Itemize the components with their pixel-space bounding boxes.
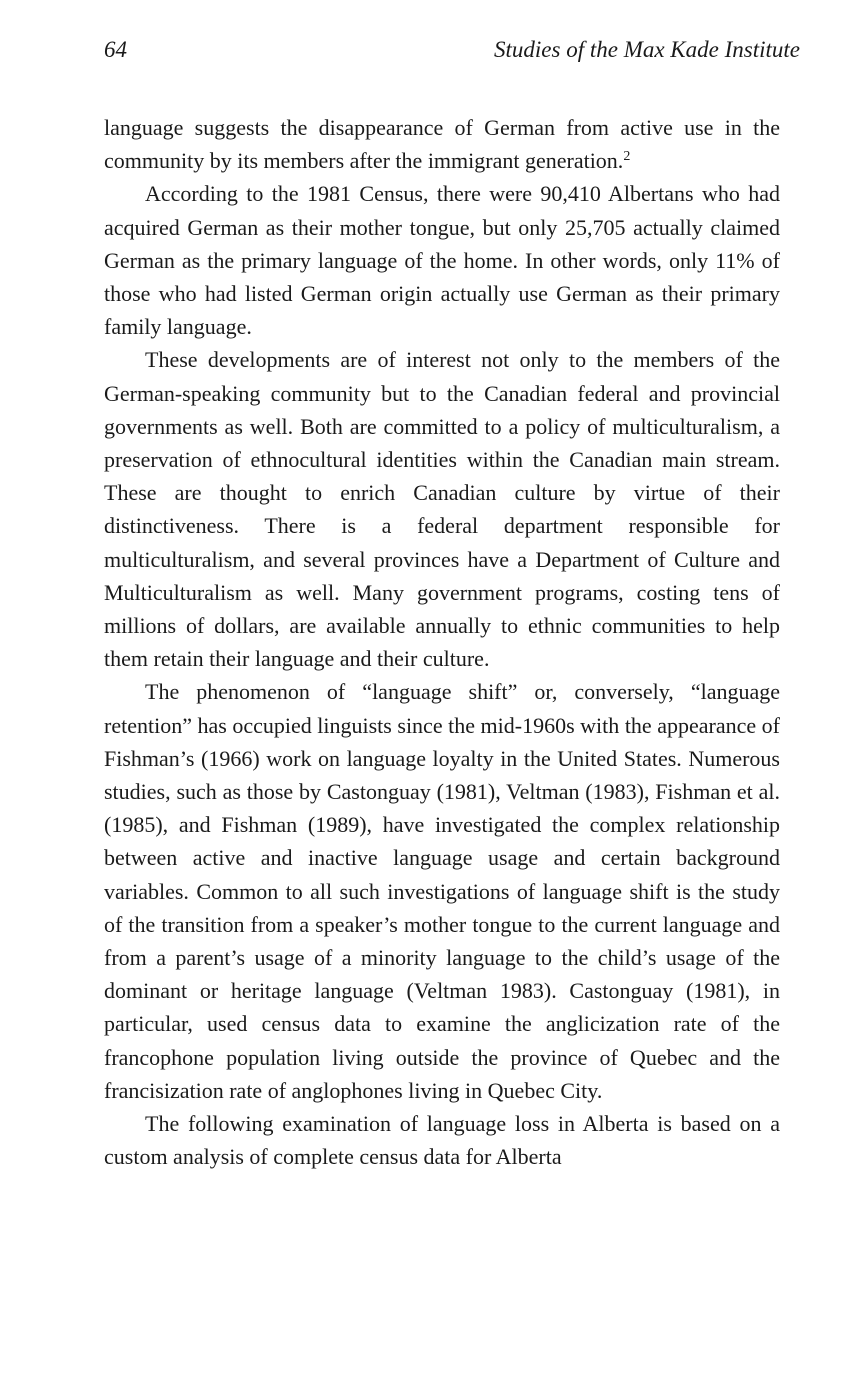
- journal-title: Studies of the Max Kade Institute: [494, 37, 800, 62]
- footnote-marker: 2: [623, 149, 631, 165]
- paragraph-5: The following examination of language loss in Alberta is based on a custom analysis of complete census data for Alberta: [104, 1111, 780, 1170]
- paragraph-2: According to the 1981 Census, there were 90,410 Albertans who had acquired German as their mother tongue, but only 25,705 actually claimed German as the primary language of the home. In other words, only 11% of those who had listed German origin actually use German as their primary family language.: [104, 181, 780, 340]
- paragraph-3: These developments are of interest not only to the members of the German-speaking community but to the Canadian federal and provincial governments as well. Both are committed to a policy of multiculturalism, a preservation of ethnocultural identities within the Canadian main stream. These are thought to enrich Canadian culture by virtue of their distinctiveness. There is a federal department responsible for multiculturalism, and several provinces have a Department of Culture and Multiculturalism as well. Many government programs, costing tens of millions of dollars, are available annually to ethnic communities to help them retain their language and their culture.: [104, 347, 780, 672]
- page-number: 64: [104, 37, 127, 62]
- running-head: [104, 34, 800, 66]
- paragraph-4: The phenomenon of “language shift” or, conversely, “language retention” has occupied linguists since the mid-1960s with the appearance of Fishman’s (1966) work on language loyalty in the United States. Numerous studies, such as those by Castonguay (1981), Veltman (1983), Fishman et al. (1985), and Fishman (1989), have investigated the complex relationship between active and inactive language usage and certain background variables. Common to all such investigations of language shift is the study of the transition from a speaker’s mother tongue to the current language and from a parent’s usage of a minority language to the child’s usage of the dominant or heritage language (Veltman 1983). Castonguay (1981), in particular, used census data to examine the anglicization rate of the francophone population living outside the province of Quebec and the francisization rate of anglophones living in Quebec City.: [104, 679, 780, 1103]
- body-text: [104, 111, 780, 1174]
- paragraph-text: language suggests the disappearance of German from active use in the community by its members after the immigrant generation.: [104, 115, 780, 174]
- paragraph-1: [104, 111, 780, 177]
